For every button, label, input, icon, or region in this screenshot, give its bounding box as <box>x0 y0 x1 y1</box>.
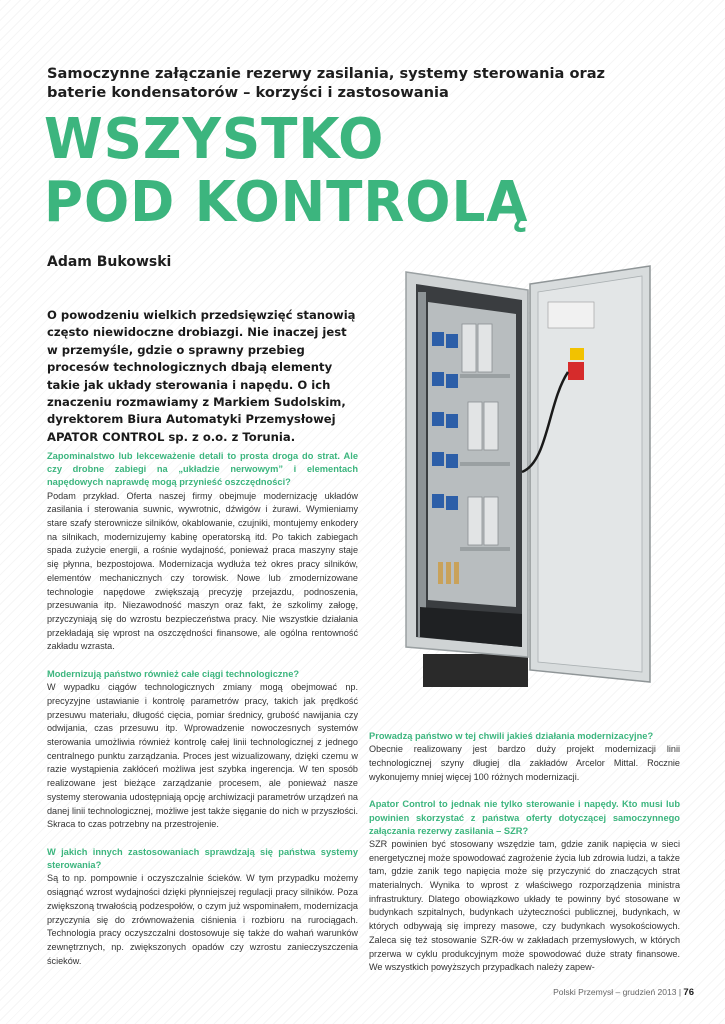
left-column <box>47 450 358 982</box>
control-cabinet-photo <box>398 262 658 697</box>
answer: W wypadku ciągów technologicznych zmiany mogą obejmować np. precyzyjne ustawianie i kontrolę parametrów pracy, takich jak prędkość przesuwu materiału, długość cięcia, pomiar średnicy, grubość nawijania czy odwijania, czas przesuwu itp. Wprowadzenie nowoczesnych systemów sterowania umożliwia również kontrolę całej linii technologicznej z jednego centralnego punktu zarządzania. Proces jest wizualizowany, dzięki czemu w razie wystąpienia zakłóceń możliwa jest szybka ingerencja. W ten sposób realizowane jest bieżące zarządzanie procesem, ale ponieważ nasze systemy sterowania udostępniają opcję archiwizacji parametrów urządzeń na danej linii technologicznej, możliwe jest także sięganie do nich w przyszłości. Skraca to czas potrzebny na przestrojenie. <box>47 682 358 830</box>
answer: Są to np. pompownie i oczyszczalnie ścieków. W tym przypadku możemy osiągnąć wzrost wydajności dzięki płynniejszej regulacji pracy silników. Poza zwiększoną trwałością podzespołów, o czym już wspominałem, modernizacja przyczynia się do zrównoważenia ciśnienia i rozbioru na rurociągach. Technologia pracy oczyszczalni dostosowuje się także do wahań warunków zewnętrznych, np. zwiększonych opadów czy wzrostu zanieczyszczenia ścieków. <box>47 873 358 966</box>
answer: Obecnie realizowany jest bardzo duży projekt modernizacji linii technologicznej szyny długiej dla zakładów Arcelor Mittal. Rocznie wykonujemy mniej więcej 100 różnych modernizacji. <box>369 744 680 782</box>
page-footer <box>553 987 694 998</box>
lead-paragraph: O powodzeniu wielkich przedsięwzięć stanowią często niewidoczne drobiazgi. Nie inaczej jest w przemyśle, gdzie o sprawny przebieg procesów technologicznych dbają elementy takie jak układy sterowania i napędu. O ich znaczeniu rozmawiamy z Markiem Sudolskim, dyrektorem Biura Automatyki Przemysłowej APATOR CONTROL sp. z o.o. z Torunia. <box>47 308 356 444</box>
footer-source: Polski Przemysł – grudzień 2013 <box>553 987 677 997</box>
question: Prowadzą państwo w tej chwili jakieś działania modernizacyjne? <box>369 731 654 741</box>
footer-separator: | <box>678 987 682 997</box>
headline <box>44 108 652 234</box>
question: W jakich innych zastosowaniach sprawdzają się państwa systemy sterowania? <box>47 846 358 871</box>
answer: Podam przykład. Oferta naszej firmy obejmuje modernizację układów zasilania i sterowania suwnic, wywrotnic, dźwigów i żurawi. Wymieniamy stare szafy sterownicze silników, okablowanie, czujniki, montujemy enkodery na silnikach, modernizujemy kabinę operatorską itd. Po takich zabiegach spada zużycie energii, a rośnie wydajność, ponieważ praca maszyny staje się płynna, bezpostojowa. Modernizacja wydłuża też okres pracy silników, elementów mechanicznych czy torowisk. Nowe lub zmodernizowane technologie napędowe zwiększają precyzję przejazdu, podnoszenia, przesuwania itp. Niezawodność maszyn oraz fakt, że szkolimy załogę, przyczyniają się do wzrostu bezpieczeństwa pracy. Nie wszystkie działania przekładają się wprost na oszczędności finansowe, ale ogólna rentowność zakładu wzrasta. <box>47 490 358 652</box>
question: Apator Control to jednak nie tylko sterowanie i napędy. Kto musi lub powinien skorzystać z państwa oferty dotyczącej samoczynnego załączania rezerwy zasilania – SZR? <box>369 799 680 836</box>
subtitle: Samoczynne załączanie rezerwy zasilania, systemy sterowania oraz baterie kondensatorów – korzyści i zastosowania <box>47 65 606 101</box>
question: Zapominalstwo lub lekceważenie detali to prosta droga do strat. Ale czy drobne zabiegi na „układzie nerwowym” i elementach napędowych naprawdę mogą przynieść oszczędności? <box>47 451 358 488</box>
author: Adam Bukowski <box>47 254 172 270</box>
page-number: 76 <box>683 987 694 998</box>
question: Modernizują państwo również całe ciągi technologiczne? <box>47 669 300 680</box>
headline-line-1: WSZYSTKO <box>44 107 385 172</box>
headline-line-2: POD KONTROLĄ <box>44 170 529 235</box>
answer: SZR powinien być stosowany wszędzie tam, gdzie zanik napięcia w sieci energetycznej może spowodować zagrożenie życia lub zdrowia ludzi, a także tam, gdzie zanik tego napięcia może się przyczynić do znaczących strat materialnych. Wynika to wprost z właściwego rozporządzenia ministra infrastruktury. Dlatego obowiązkowo układy te powinny być stosowane w budynkach szpitalnych, budynkach użyteczności publicznej, budynkach, w których odbywają się imprezy masowe, czy budynkach wysokościowych. Zaleca się też stosowanie SZR-ów w zakładach przemysłowych, w których przerwa w cyklu produkcyjnym może spowodować duże straty finansowe. We wszystkich powyższych przypadkach należy zapew- <box>369 838 680 973</box>
right-column <box>369 730 680 989</box>
